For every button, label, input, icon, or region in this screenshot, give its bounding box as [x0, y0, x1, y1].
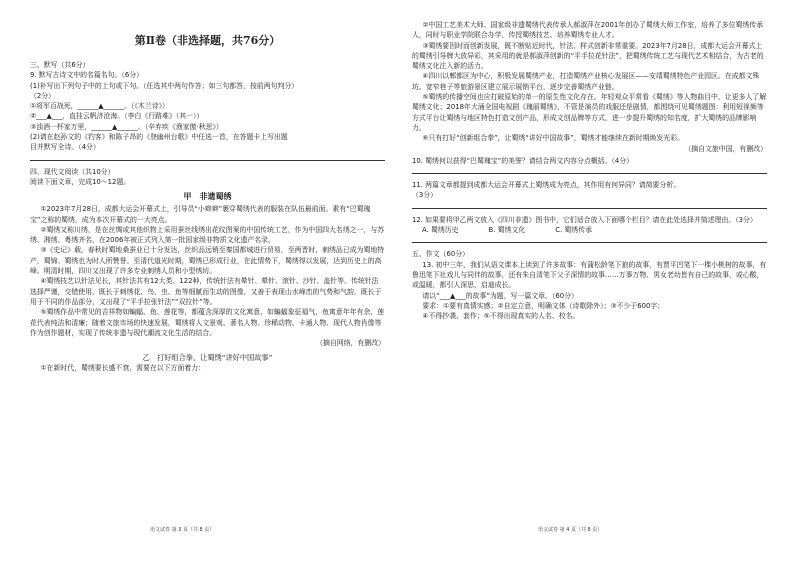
question-9: 9. 默写古诗文中的名篇名句。（6分） [30, 71, 144, 80]
page-footer-right: 语文试卷 第 4 页（共 8 页） [538, 527, 603, 533]
section-header-5: 五、作文（60分） [412, 250, 470, 259]
passage-b-paragraph-5: ⑤蜀绣的传播空间也应打破原始的单一的原生性文化存在。年轻观众平常看《蜀绣》等人物曲目中，让更多人了解蜀绣文化；2018年大涌全国电视剧《瑰丽蜀绣》，不管是演员的戏服还是剧情，都围绕可见蜀绣题图：利用短视频等方式平台让蜀绣与地区特色打造文创产品，形成文创品牌等方式，进一步提升蜀绣的知名度，扩大蜀绣的品牌影响力。 [412, 93, 767, 132]
section-title: 第Ⅱ卷（非选择题，共76分） [134, 34, 281, 47]
question-12-options [412, 225, 767, 235]
question-13-requirements-1: 要求：①要有真情实感；②自定立意，明确文体（诗歌除外）；③不少于600字； [422, 301, 665, 310]
question-13-prompt: 请以“___▲___的故事”为题，写一篇文章。（60分） [422, 291, 578, 300]
question-11: 11. 两篇文章都提到成都大运会开幕式上蜀绣成为亮点，其作用有何异同？请简要分析。 [412, 181, 681, 190]
question-13-requirements-2: ④不得抄袭、套作；⑤不得出现真实的人名、校名。 [422, 312, 580, 321]
question-9-1-score: （2分） [30, 91, 56, 100]
question-9-2-cont: 目并默写全诗。（4分） [30, 143, 100, 152]
passage-b-paragraph-2: ②中国工艺美术大师、国家级非遗蜀绣代表传承人郝淑萍在2001年创办了蜀绣大师工作室，培养了多位蜀绣传承人，同时与职业学院联合办学，传授蜀绣技艺、培养蜀绣专业人才。 [412, 21, 764, 40]
question-9-item-2: ②___▲___，直挂云帆济沧海。（李白《行路难》（其一）） [30, 112, 204, 121]
passage-a-paragraph-5: ⑤蜀绣作品中常见的吉祥物如蝙蝠、鱼、莲花等，都蕴含深厚的文化寓意，如蝙蝠象征福气，鱼寓意年年有余，莲花代表纯洁和清廉；随着文旅市场的快速发展，蜀绣将人文景观、著名人物、珍稀动物、卡通人物、现代人物肖像等作为创作题材，实现了传统非遗与现代潮流文化生活的结合。 [30, 308, 385, 337]
passage-b-paragraph-4: ④四川以郫都区为中心，积极发展蜀绣产业，打造蜀绣产业核心发展区——安靖蜀绣特色产业园区。在成都文殊坊、宽窄巷子等旅游景区建立展示展销平台，逐步完善蜀绣产业链。 [412, 72, 760, 91]
question-13: 13. 初中三年，我们从语文课本上读到了许多故事：有蒲松龄笔下狼的故事，有贾平凹笔下一棵小桃树的故事，有鲁迅笔下社戏儿与同伴的故事，还有朱自清笔下父子深情的故事……万事万物、男女老幼皆有自己的故事，或心酸，或温暖，都引人深思，启迪成长。 [412, 260, 767, 290]
left-column [30, 20, 385, 374]
passage-a-paragraph-4: ④蜀绣技艺以针法见长，其针法共有12大类、122种，传统针法有晕针、晕针、滚针、沙针、盖针等。传统针法选择严谨，交错使用，既长于刺绣花、鸟、虫、鱼等细腻而生动的图像，又善于表现山水峰峦的气势和气韵，既长于用于不同的作品部分，又出现了“平手拉张针法”“双拉针”等。 [30, 277, 382, 306]
option-b: B. 蜀绣文化 [488, 226, 526, 235]
question-9-item-1: ①将军百战死，______▲______。（《木兰诗》） [30, 102, 169, 111]
passage-b-paragraph-1: ①在新时代，蜀绣要长盛不衰，需要在以下方面着力： [40, 364, 206, 373]
section-header-3: 三、默写（共6分） [30, 61, 90, 69]
passage-b-source: （摘自文旅中国，有删改） [684, 144, 767, 153]
question-12: 12. 如果要将甲乙两文放入《四川非遗》图书中，它们适合放入下面哪个栏目？请在此处选择并简述理由。（3分） [412, 215, 757, 224]
passage-b-title: 乙 打好组合拳，让蜀绣“讲好中国故事” [142, 353, 273, 363]
question-11-score: （3分） [412, 191, 438, 200]
option-c: C. 蜀绣传承 [555, 226, 592, 235]
answer-line-12 [412, 238, 767, 243]
question-9-item-3: ③浊酒一杯家万里，______▲______。（辛弃疾《渔家傲·秋思》） [30, 122, 223, 131]
section-4-instruction: 阅读下面文章，完成10～12题。 [30, 177, 131, 186]
question-9-1: (1)补写出下列句子中的上句或下句。（任选其中两句作答；如三句都答，按前两句判分） [30, 81, 299, 90]
question-10: 10. 蜀绣何以获得“巴蜀瑰宝”的美誉？请结合两文内容分点概括。（4分） [412, 156, 634, 165]
passage-a-source: （摘自网络，有删改） [316, 339, 385, 348]
option-a: A. 蜀绣历史 [422, 226, 459, 235]
answer-line [30, 156, 385, 161]
passage-a-paragraph-1: ①2023年7月28日，成都大运会开幕式上，引导员“小辫辫”裹穿蜀绣代表的服装在队伍最前面。素有“巴蜀瑰宝”之称的蜀绣，成为本次开幕式的一大亮点。 [30, 205, 371, 224]
answer-line-10 [412, 169, 767, 174]
section-header-4: 四、现代文阅读（共10分） [30, 167, 115, 176]
right-column [412, 20, 767, 321]
passage-a-paragraph-3: ③《史记》载，春秋时蜀地桑蚕业已十分发达，丝织品远销至秦国都城进行贸易，至两晋时，刺绣品已成为蜀地特产，蜀锦、蜀绣也为时人所赞誉。至清代道光时期，蜀绣已形成行业，在此情势下，蜀绣得以发展，达到历史上的高峰。明清时期，四川又出现了许多专业刺绣人员和小型绣坊。 [30, 246, 385, 276]
question-9-2: (2)请在赵孙文的《钓客》和陈子昂的《登幽州台歌》中任选一首，在答题卡上写出题 [30, 133, 288, 142]
passage-b-paragraph-6: ⑥只有打好“创新组合拳”，让蜀绣“讲好中国故事”，蜀绣才能继续在新时期焕发光彩。 [422, 134, 684, 143]
answer-line-11 [412, 204, 767, 209]
passage-b-paragraph-3: ③蜀绣要因时而创新发展，既不断贴近时代，针法、样式创新非常重要。2023年7月28日，成都大运会开幕式上的蜀绣引导牌大放异彩，其采用的就是郝淑萍创新的“平手拉花针法”，把蜀绣传统工艺与现代艺术相结合，为古老的蜀绣文化注入新的活力。 [412, 41, 764, 71]
passage-a-paragraph-2: ②蜀绣又称川绣，是在丝绸或其他织物上采用蚕丝线绣出花纹图案的中国传统工艺，作为中国四大名绣之一，与苏绣、湘绣、粤绣齐名，在2006年被正式列入第一批国家级非物质文化遗产名录。 [30, 225, 385, 245]
passage-a-title: 甲 非遗蜀绣 [183, 191, 232, 202]
page-footer-left: 语文试卷 第 3 页（共 8 页） [150, 527, 215, 533]
